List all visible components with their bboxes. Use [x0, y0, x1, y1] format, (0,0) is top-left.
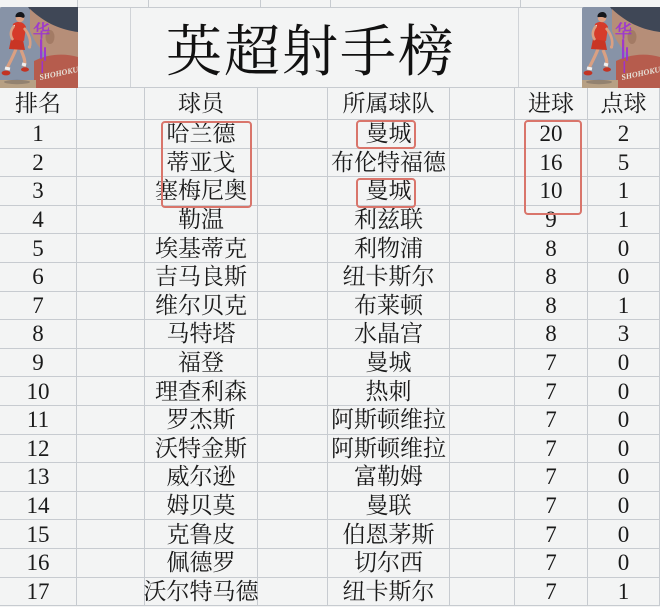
cell-separator — [450, 234, 515, 263]
cell-team: 热刺 — [328, 377, 450, 406]
highlight-box-top3-players — [161, 121, 252, 208]
cell-rank: 3 — [0, 177, 77, 206]
cell-rank: 14 — [0, 492, 77, 521]
cell-rank: 2 — [0, 149, 77, 178]
cell-separator — [258, 263, 328, 292]
header-team: 所属球队 — [328, 88, 450, 120]
header-player: 球员 — [145, 88, 258, 120]
table-row — [0, 492, 660, 521]
cell-team: 布莱顿 — [328, 292, 450, 321]
cell-player: 理查利森 — [145, 377, 258, 406]
table-row — [0, 435, 660, 464]
cell-separator — [258, 435, 328, 464]
header-rank: 排名 — [0, 88, 77, 120]
highlight-box-mancity-row1 — [356, 120, 416, 149]
table-row — [0, 406, 660, 435]
cell-player: 克鲁皮 — [145, 520, 258, 549]
cell-separator — [258, 234, 328, 263]
table-header-row — [0, 88, 660, 120]
gridline-tick — [330, 0, 331, 8]
cell-separator — [450, 263, 515, 292]
cell-separator — [450, 377, 515, 406]
cell-separator — [258, 149, 328, 178]
cell-separator — [258, 320, 328, 349]
cell-player: 马特塔 — [145, 320, 258, 349]
cell-separator — [77, 206, 145, 235]
cell-team: 曼城 — [328, 349, 450, 378]
cell-separator — [77, 320, 145, 349]
cell-team: 水晶宫 — [328, 320, 450, 349]
cell-separator — [77, 263, 145, 292]
cell-goals: 7 — [515, 406, 588, 435]
cell-goals: 7 — [515, 377, 588, 406]
cell-rank: 4 — [0, 206, 77, 235]
cell-separator — [450, 320, 515, 349]
cell-player: 沃尔特马德 — [145, 578, 258, 607]
cell-team: 伯恩茅斯 — [328, 520, 450, 549]
cell-goals: 7 — [515, 463, 588, 492]
header-separator — [258, 88, 328, 120]
cell-separator — [450, 349, 515, 378]
cell-separator — [450, 292, 515, 321]
cell-separator — [77, 177, 145, 206]
cell-penalties: 0 — [588, 435, 660, 464]
cell-separator — [77, 234, 145, 263]
cell-separator — [450, 206, 515, 235]
cell-player: 埃基蒂克 — [145, 234, 258, 263]
cell-team: 阿斯顿维拉 — [328, 435, 450, 464]
cell-rank: 5 — [0, 234, 77, 263]
cell-rank: 13 — [0, 463, 77, 492]
cell-separator — [258, 578, 328, 607]
gridline-tick — [260, 0, 261, 8]
cell-penalties: 0 — [588, 263, 660, 292]
cell-separator — [450, 120, 515, 149]
cell-separator — [450, 492, 515, 521]
cell-goals: 7 — [515, 520, 588, 549]
cell-goals: 7 — [515, 549, 588, 578]
cell-team: 纽卡斯尔 — [328, 578, 450, 607]
cell-penalties: 1 — [588, 292, 660, 321]
cell-team: 布伦特福德 — [328, 149, 450, 178]
cell-player: 维尔贝克 — [145, 292, 258, 321]
cell-penalties: 0 — [588, 549, 660, 578]
cell-player: 哈兰德 — [145, 120, 258, 149]
cell-penalties: 5 — [588, 149, 660, 178]
cell-player: 福登 — [145, 349, 258, 378]
cell-penalties: 0 — [588, 492, 660, 521]
cell-separator — [258, 349, 328, 378]
cell-goals: 9 — [515, 206, 588, 235]
cell-team: 切尔西 — [328, 549, 450, 578]
cell-penalties: 0 — [588, 406, 660, 435]
cell-player: 吉马良斯 — [145, 263, 258, 292]
table-row — [0, 578, 660, 607]
cell-separator — [77, 406, 145, 435]
cell-separator — [77, 377, 145, 406]
cell-team: 利兹联 — [328, 206, 450, 235]
cell-goals: 10 — [515, 177, 588, 206]
cell-team: 利物浦 — [328, 234, 450, 263]
cell-separator — [450, 549, 515, 578]
cell-separator — [77, 292, 145, 321]
cell-goals: 7 — [515, 349, 588, 378]
cell-separator — [77, 349, 145, 378]
cell-player: 勒温 — [145, 206, 258, 235]
cell-penalties: 1 — [588, 578, 660, 607]
highlight-box-top3-goals — [524, 120, 582, 215]
slam-dunk-player-image-right — [582, 7, 660, 88]
cell-team: 富勒姆 — [328, 463, 450, 492]
cell-player: 沃特金斯 — [145, 435, 258, 464]
slam-dunk-player-image-left — [0, 7, 78, 88]
cell-penalties: 0 — [588, 520, 660, 549]
cell-team: 曼城 — [328, 120, 450, 149]
page-title: 英超射手榜 — [166, 22, 456, 84]
table-row — [0, 320, 660, 349]
cell-rank: 11 — [0, 406, 77, 435]
cell-rank: 1 — [0, 120, 77, 149]
cell-rank: 9 — [0, 349, 77, 378]
cell-separator — [77, 578, 145, 607]
cell-separator — [77, 120, 145, 149]
table-row — [0, 292, 660, 321]
cell-player: 塞梅尼奥 — [145, 177, 258, 206]
cell-penalties: 2 — [588, 120, 660, 149]
cell-player: 蒂亚戈 — [145, 149, 258, 178]
cell-separator — [258, 206, 328, 235]
gridline-tick — [148, 0, 149, 8]
cell-rank: 10 — [0, 377, 77, 406]
cell-penalties: 0 — [588, 377, 660, 406]
cell-separator — [450, 578, 515, 607]
cell-separator — [450, 435, 515, 464]
header-penalties: 点球 — [588, 88, 660, 120]
cell-team: 曼城 — [328, 177, 450, 206]
table-row — [0, 520, 660, 549]
cell-goals: 7 — [515, 435, 588, 464]
table-row — [0, 377, 660, 406]
cell-separator — [450, 520, 515, 549]
cell-separator — [258, 292, 328, 321]
cell-separator — [258, 463, 328, 492]
table-row — [0, 234, 660, 263]
header-separator — [450, 88, 515, 120]
cell-separator — [450, 177, 515, 206]
cell-player: 威尔逊 — [145, 463, 258, 492]
cell-player: 佩德罗 — [145, 549, 258, 578]
header-goals: 进球 — [515, 88, 588, 120]
cell-player: 罗杰斯 — [145, 406, 258, 435]
top-partial-row — [0, 0, 660, 8]
header-separator — [77, 88, 145, 120]
title-band — [0, 8, 660, 88]
cell-goals: 8 — [515, 320, 588, 349]
table-row — [0, 549, 660, 578]
cell-goals: 8 — [515, 263, 588, 292]
cell-rank: 8 — [0, 320, 77, 349]
cell-penalties: 1 — [588, 177, 660, 206]
cell-separator — [77, 492, 145, 521]
cell-rank: 15 — [0, 520, 77, 549]
cell-rank: 12 — [0, 435, 77, 464]
cell-separator — [258, 520, 328, 549]
cell-goals: 8 — [515, 234, 588, 263]
cell-penalties: 3 — [588, 320, 660, 349]
cell-separator — [450, 406, 515, 435]
cell-separator — [258, 549, 328, 578]
cell-player: 姆贝莫 — [145, 492, 258, 521]
cell-goals: 8 — [515, 292, 588, 321]
cell-goals: 20 — [515, 120, 588, 149]
cell-separator — [77, 549, 145, 578]
cell-goals: 16 — [515, 149, 588, 178]
gridline-tick — [520, 0, 521, 8]
table-row — [0, 463, 660, 492]
cell-goals: 7 — [515, 578, 588, 607]
highlight-box-mancity-row3 — [356, 178, 416, 208]
cell-separator — [258, 406, 328, 435]
cell-rank: 6 — [0, 263, 77, 292]
cell-team: 阿斯顿维拉 — [328, 406, 450, 435]
cell-penalties: 0 — [588, 234, 660, 263]
table-row — [0, 263, 660, 292]
cell-penalties: 0 — [588, 349, 660, 378]
cell-separator — [77, 149, 145, 178]
cell-rank: 16 — [0, 549, 77, 578]
cell-team: 曼联 — [328, 492, 450, 521]
cell-separator — [258, 377, 328, 406]
cell-separator — [258, 120, 328, 149]
cell-penalties: 1 — [588, 206, 660, 235]
cell-separator — [258, 177, 328, 206]
cell-penalties: 0 — [588, 463, 660, 492]
cell-goals: 7 — [515, 492, 588, 521]
cell-team: 纽卡斯尔 — [328, 263, 450, 292]
cell-separator — [77, 435, 145, 464]
cell-rank: 7 — [0, 292, 77, 321]
cell-separator — [258, 492, 328, 521]
cell-separator — [450, 463, 515, 492]
cell-separator — [77, 520, 145, 549]
cell-separator — [450, 149, 515, 178]
table-row — [0, 349, 660, 378]
cell-rank: 17 — [0, 578, 77, 607]
cell-separator — [77, 463, 145, 492]
